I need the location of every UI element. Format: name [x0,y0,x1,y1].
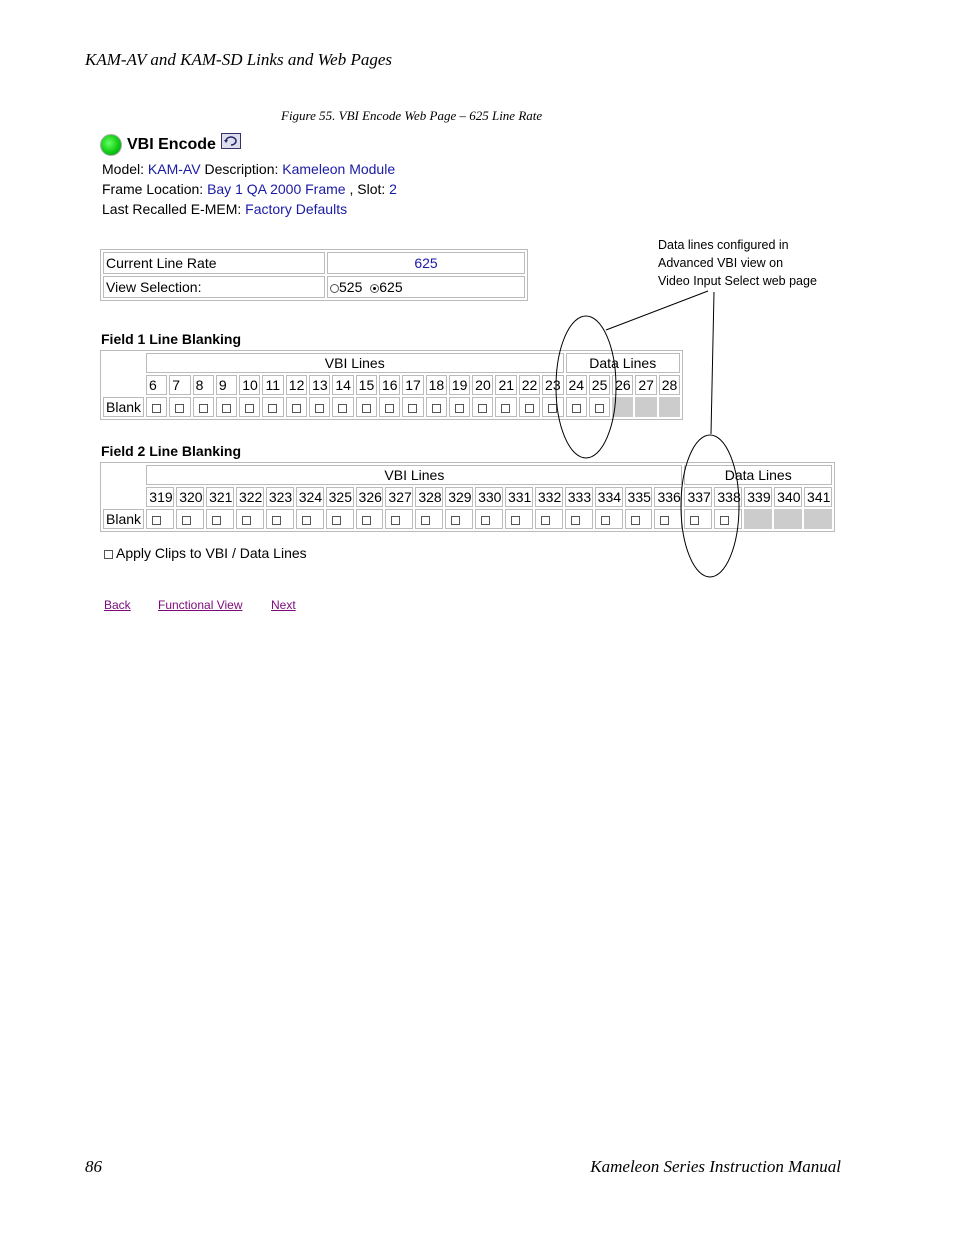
data-line-number-cell: 340 [774,487,802,507]
line-number-cell: 320 [176,487,204,507]
callout-line-1: Data lines configured in [658,238,789,252]
current-line-rate-value: 625 [327,252,525,274]
line-number-cell: 8 [193,375,214,395]
frame-location-value: Bay 1 QA 2000 Frame [207,181,346,197]
manual-title: Kameleon Series Instruction Manual [590,1157,841,1176]
next-link[interactable]: Next [271,598,296,612]
line-number-cell: 330 [475,487,503,507]
data-line-number-cell: 28 [659,375,680,395]
line-number-cell: 336 [654,487,682,507]
back-link[interactable]: Back [104,598,131,612]
data-line-number-cell: 339 [744,487,772,507]
slot-value: 2 [389,181,397,197]
page-title: VBI Encode [127,136,216,153]
current-line-rate-label: Current Line Rate [103,252,325,274]
data-line-number-cell: 27 [635,375,656,395]
data-line-number-cell: 26 [612,375,633,395]
line-number-cell: 333 [565,487,593,507]
line-number-cell: 13 [309,375,330,395]
emem-value: Factory Defaults [245,201,348,217]
line-number-cell: 16 [379,375,400,395]
data-line-number-cell: 24 [566,375,587,395]
line-number-cell: 11 [262,375,283,395]
radio-525-label: 525 [339,279,363,295]
model-value: KAM-AV [147,161,201,177]
line-number-cell: 17 [402,375,423,395]
line-number-cell: 334 [595,487,623,507]
line-number-cell: 10 [239,375,260,395]
radio-625-label: 625 [379,279,403,295]
line-number-cell: 324 [296,487,324,507]
data-line-number-cell: 338 [714,487,742,507]
line-number-cell: 20 [472,375,493,395]
line-number-cell: 21 [495,375,516,395]
callout-ellipse-field2 [681,435,739,577]
data-line-number-cell: 337 [684,487,712,507]
blank-row-label: Blank [103,509,144,529]
line-number-cell: 19 [449,375,470,395]
callout-ellipse-field1 [556,316,616,458]
line-number-cell: 323 [266,487,294,507]
line-number-cell: 15 [356,375,377,395]
document-header: KAM-AV and KAM-SD Links and Web Pages [85,50,393,69]
frame-location-label: Frame Location: [102,181,204,197]
line-number-cell: 23 [542,375,563,395]
line-number-cell: 22 [519,375,540,395]
model-label: Model: [102,161,145,177]
line-number-cell: 325 [326,487,354,507]
line-number-cell: 331 [505,487,533,507]
figure-caption: Figure 55. VBI Encode Web Page – 625 Line Rate [281,108,543,123]
blank-row-label: Blank [103,397,144,417]
line-number-cell: 321 [206,487,234,507]
line-number-cell: 332 [535,487,563,507]
callout-line-3: Video Input Select web page [658,274,817,288]
vbi-lines-header: VBI Lines [146,353,564,373]
line-number-cell: 327 [385,487,413,507]
line-number-cell: 18 [426,375,447,395]
line-number-cell: 14 [332,375,353,395]
line-number-cell: 328 [415,487,443,507]
description-label: Description: [204,161,279,177]
line-number-cell: 12 [286,375,307,395]
field1-title: Field 1 Line Blanking [101,331,242,347]
apply-clips-label: Apply Clips to VBI / Data Lines [116,545,307,561]
line-number-cell: 335 [625,487,653,507]
page-number: 86 [85,1157,102,1176]
callout-leader-field2 [711,292,714,434]
view-selection-label: View Selection: [103,276,325,298]
callout-leader-field1 [606,291,708,330]
callout-line-2: Advanced VBI view on [658,256,784,270]
line-number-cell: 319 [146,487,174,507]
line-number-cell: 9 [216,375,237,395]
data-line-number-cell: 341 [804,487,832,507]
line-number-cell: 6 [146,375,167,395]
line-number-cell: 7 [169,375,190,395]
line-number-cell: 326 [356,487,384,507]
field2-title: Field 2 Line Blanking [101,443,242,459]
data-line-number-cell: 25 [589,375,610,395]
data-lines-header: Data Lines [684,465,832,485]
description-value: Kameleon Module [282,161,396,177]
line-number-cell: 322 [236,487,264,507]
vbi-lines-header: VBI Lines [146,465,682,485]
functional-view-link[interactable]: Functional View [158,598,243,612]
emem-label: Last Recalled E-MEM: [102,201,242,217]
data-lines-header: Data Lines [566,353,681,373]
line-number-cell: 329 [445,487,473,507]
slot-label: , Slot: [349,181,386,197]
